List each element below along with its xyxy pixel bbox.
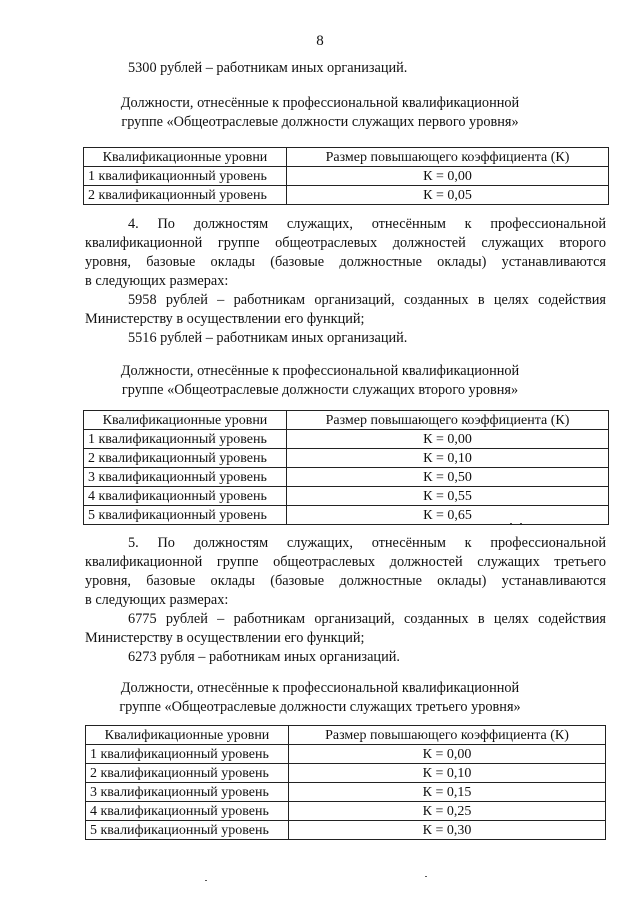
table-row bbox=[86, 821, 606, 840]
item5-line7: 6273 рубля – работникам иных организаций. bbox=[128, 649, 400, 665]
coef-cell: К = 0,00 bbox=[287, 167, 609, 186]
coef-cell: К = 0,10 bbox=[287, 449, 609, 468]
coef-cell: К = 0,55 bbox=[287, 487, 609, 506]
item5-line4: в следующих размерах: bbox=[85, 592, 229, 608]
group1-table bbox=[83, 147, 609, 205]
coef-cell: К = 0,30 bbox=[289, 821, 606, 840]
table-row bbox=[84, 167, 609, 186]
col-coef-header: Размер повышающего коэффициента (К) bbox=[287, 148, 609, 167]
col-coef-header: Размер повышающего коэффициента (К) bbox=[287, 411, 609, 430]
coef-cell: К = 0,00 bbox=[287, 430, 609, 449]
level-cell: 2 квалификационный уровень bbox=[84, 449, 287, 468]
scan-speck bbox=[425, 876, 427, 877]
scan-speck bbox=[520, 523, 522, 524]
level-cell: 1 квалификационный уровень bbox=[84, 430, 287, 449]
level-cell: 2 квалификационный уровень bbox=[86, 764, 289, 783]
table-header-row bbox=[86, 726, 606, 745]
level-cell: 5 квалификационный уровень bbox=[86, 821, 289, 840]
group3-table bbox=[85, 725, 606, 840]
group1-heading-line2: группе «Общеотраслевые должности служащих первого уровня» bbox=[121, 114, 519, 130]
level-cell: 2 квалификационный уровень bbox=[84, 186, 287, 205]
table-row bbox=[84, 186, 609, 205]
coef-cell: К = 0,15 bbox=[289, 783, 606, 802]
level-cell: 1 квалификационный уровень bbox=[84, 167, 287, 186]
col-levels-header: Квалификационные уровни bbox=[84, 411, 287, 430]
table-row bbox=[84, 506, 609, 525]
group1-heading-line1: Должности, отнесённые к профессиональной квалификационной bbox=[120, 95, 520, 111]
level-cell: 1 квалификационный уровень bbox=[86, 745, 289, 764]
level-cell: 3 квалификационный уровень bbox=[84, 468, 287, 487]
group2-table bbox=[83, 410, 609, 525]
top-line: 5300 рублей – работникам иных организаций. bbox=[128, 60, 408, 76]
item5-line3: уровня, базовые оклады (базовые должностные оклады) устанавливаются bbox=[85, 573, 606, 589]
coef-cell: К = 0,65 bbox=[287, 506, 609, 525]
table-row bbox=[84, 430, 609, 449]
item5-line1: 5. По должностям служащих, отнесённым к профессиональной bbox=[128, 535, 606, 551]
item4-line5: 5958 рублей – работникам организаций, созданных в целях содействия bbox=[128, 292, 606, 308]
coef-cell: К = 0,10 bbox=[289, 764, 606, 783]
table-header-row bbox=[84, 411, 609, 430]
coef-cell: К = 0,00 bbox=[289, 745, 606, 764]
item4-line4: в следующих размерах: bbox=[85, 273, 229, 289]
coef-cell: К = 0,05 bbox=[287, 186, 609, 205]
item4-line2: квалификационной группе общеотраслевых должностей служащих второго bbox=[85, 235, 606, 251]
table-row bbox=[86, 764, 606, 783]
page-number: 8 bbox=[316, 33, 324, 49]
item4-line3: уровня, базовые оклады (базовые должностные оклады) устанавливаются bbox=[85, 254, 606, 270]
item5-line5: 6775 рублей – работникам организаций, созданных в целях содействия bbox=[128, 611, 606, 627]
scan-speck bbox=[510, 523, 512, 524]
group2-heading-line2: группе «Общеотраслевые должности служащих второго уровня» bbox=[121, 382, 519, 398]
table-row bbox=[84, 487, 609, 506]
table-row bbox=[86, 745, 606, 764]
col-levels-header: Квалификационные уровни bbox=[84, 148, 287, 167]
group3-heading-line1: Должности, отнесённые к профессиональной квалификационной bbox=[120, 680, 520, 696]
table-row bbox=[84, 449, 609, 468]
item4-line1: 4. По должностям служащих, отнесённым к профессиональной bbox=[128, 216, 606, 232]
coef-cell: К = 0,50 bbox=[287, 468, 609, 487]
coef-cell: К = 0,25 bbox=[289, 802, 606, 821]
group2-heading-line1: Должности, отнесённые к профессиональной квалификационной bbox=[120, 363, 520, 379]
col-coef-header: Размер повышающего коэффициента (К) bbox=[289, 726, 606, 745]
table-row bbox=[84, 468, 609, 487]
level-cell: 4 квалификационный уровень bbox=[86, 802, 289, 821]
table-row bbox=[86, 783, 606, 802]
scan-speck bbox=[205, 880, 207, 881]
col-levels-header: Квалификационные уровни bbox=[86, 726, 289, 745]
item4-line7: 5516 рублей – работникам иных организаций. bbox=[128, 330, 408, 346]
level-cell: 3 квалификационный уровень bbox=[86, 783, 289, 802]
table-row bbox=[86, 802, 606, 821]
level-cell: 5 квалификационный уровень bbox=[84, 506, 287, 525]
item5-line6: Министерству в осуществлении его функций; bbox=[85, 630, 365, 646]
level-cell: 4 квалификационный уровень bbox=[84, 487, 287, 506]
item5-line2: квалификационной группе общеотраслевых должностей служащих третьего bbox=[85, 554, 606, 570]
item4-line6: Министерству в осуществлении его функций; bbox=[85, 311, 365, 327]
table-header-row bbox=[84, 148, 609, 167]
group3-heading-line2: группе «Общеотраслевые должности служащих третьего уровня» bbox=[119, 699, 521, 715]
